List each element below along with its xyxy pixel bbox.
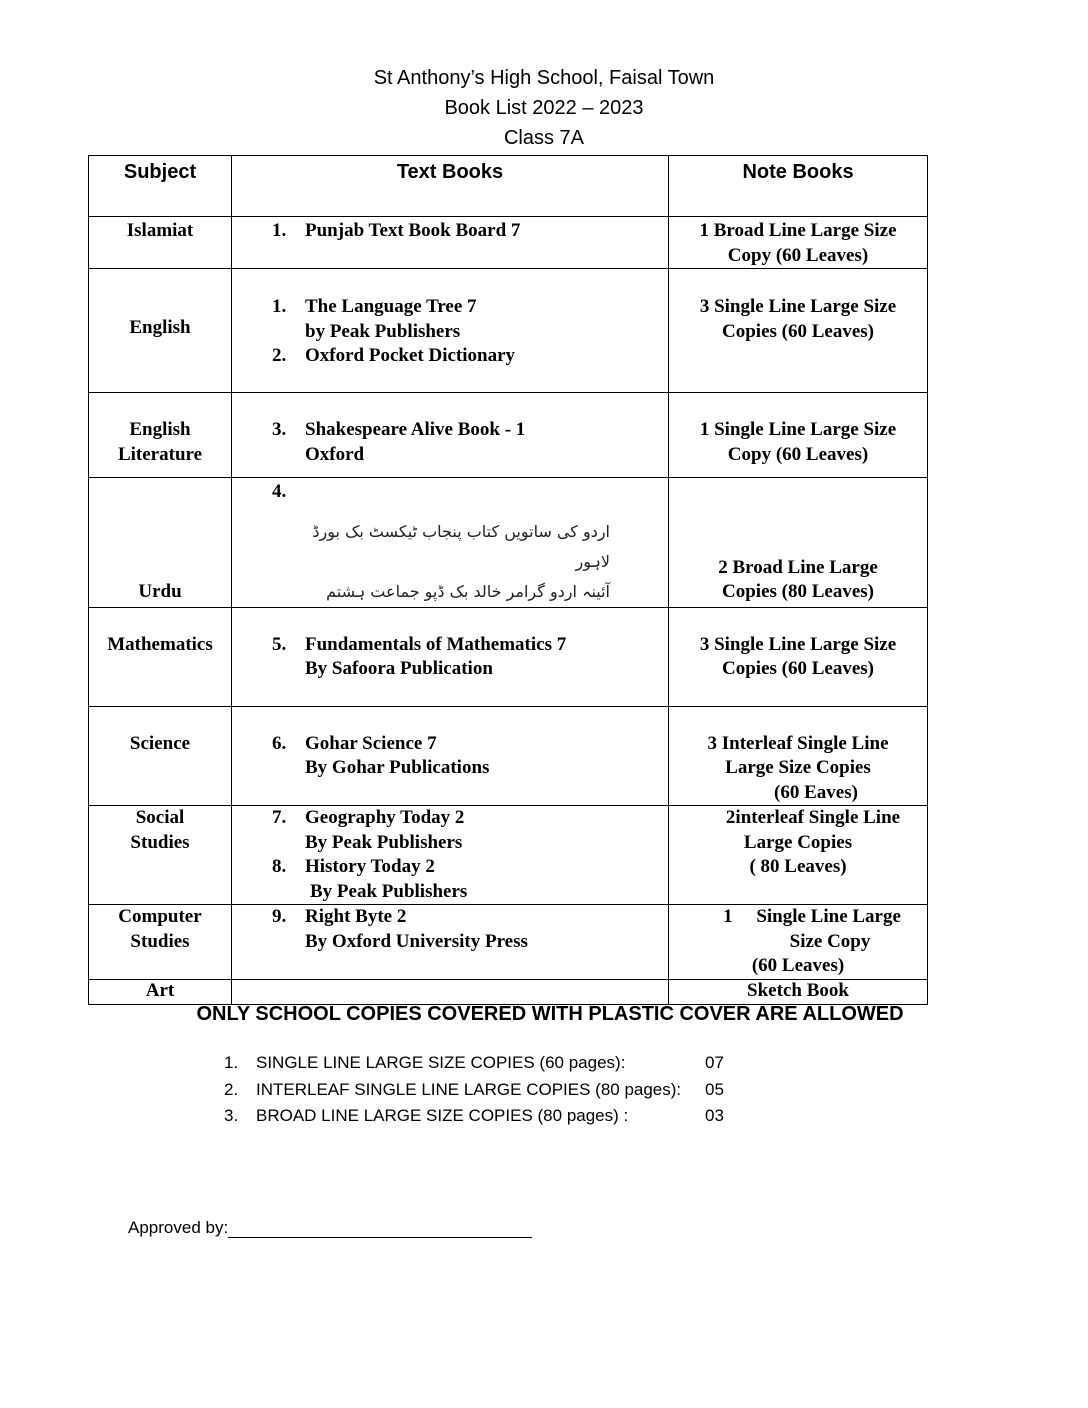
notes-line: 3 Single Line Large Size	[699, 296, 897, 317]
table-header-row	[89, 156, 928, 217]
notes-line: Copy (60 Leaves)	[727, 244, 869, 266]
list-item	[224, 1050, 724, 1077]
list-item	[224, 1077, 724, 1104]
subject-label: Mathematics	[107, 633, 213, 655]
approved-by-label: Approved by:	[128, 1218, 229, 1237]
book-number: 9.	[272, 906, 287, 927]
book-item	[272, 418, 668, 467]
subject-cell	[89, 217, 232, 269]
summary-number: 1.	[224, 1053, 239, 1073]
books-cell	[232, 706, 669, 806]
list-title: Book List 2022 – 2023	[444, 97, 644, 119]
notes-line: Copies (60 Leaves)	[722, 658, 874, 679]
notes-cell	[669, 806, 928, 905]
book-item	[272, 806, 668, 855]
books-cell	[232, 478, 669, 608]
books-cell	[232, 393, 669, 478]
book-item	[272, 480, 668, 505]
notes-cell	[669, 979, 928, 1004]
subject-label: Computer	[118, 906, 202, 927]
book-publisher: By Oxford University Press	[305, 930, 528, 952]
notes-line: 1 Broad Line Large Size	[699, 220, 897, 241]
subject-label: Science	[129, 732, 191, 754]
book-item	[272, 219, 668, 244]
table-row	[89, 979, 928, 1004]
subject-label: Studies	[130, 831, 190, 853]
books-cell	[232, 979, 669, 1004]
notes-line: 3 Single Line Large Size	[699, 633, 897, 655]
summary-count: 07	[705, 1053, 724, 1073]
notes-cell	[669, 905, 928, 980]
notes-cell	[669, 706, 928, 806]
subject-label: Literature	[117, 443, 203, 465]
notes-line: 3 Interleaf Single Line	[707, 732, 889, 754]
class-name: Class 7A	[503, 127, 585, 149]
column-header-note-books: Note Books	[669, 156, 928, 217]
subject-cell	[89, 478, 232, 608]
notes-line: Copies (80 Leaves)	[722, 581, 874, 602]
notes-line: 2 Broad Line Large	[718, 556, 878, 578]
urdu-books-image	[290, 517, 610, 607]
list-item	[224, 1103, 724, 1130]
subject-label: Islamiat	[126, 220, 194, 241]
book-title: Right Byte 2	[305, 906, 407, 927]
summary-text: SINGLE LINE LARGE SIZE COPIES (60 pages):	[256, 1053, 626, 1073]
subject-cell	[89, 905, 232, 980]
notes-line: Large Copies	[743, 831, 853, 853]
table-row	[89, 706, 928, 806]
approved-by	[128, 1218, 532, 1238]
notes-line: Sketch Book	[747, 979, 849, 1001]
notes-line: Size Copy	[789, 930, 871, 952]
subject-cell	[89, 393, 232, 478]
school-name: St Anthony’s High School, Faisal Town	[373, 67, 715, 89]
book-title: The Language Tree 7	[305, 296, 477, 317]
book-number: 1.	[272, 296, 287, 317]
notes-cell	[669, 217, 928, 269]
book-number: 4.	[272, 481, 287, 502]
subject-cell	[89, 706, 232, 806]
summary-text: BROAD LINE LARGE SIZE COPIES (80 pages) :	[256, 1106, 629, 1126]
summary-text: INTERLEAF SINGLE LINE LARGE COPIES (80 pages):	[256, 1079, 682, 1099]
notes-cell	[669, 393, 928, 478]
summary-number: 2.	[224, 1079, 239, 1099]
table-row	[89, 269, 928, 393]
summary-number: 3.	[224, 1106, 239, 1126]
book-title: History Today 2	[305, 856, 435, 877]
book-item	[272, 344, 668, 369]
notes-line: Copies (60 Leaves)	[722, 320, 874, 342]
book-title: Geography Today 2	[305, 807, 465, 828]
book-number: 1.	[272, 220, 287, 241]
book-publisher: by Peak Publishers	[305, 320, 461, 342]
book-number: 6.	[272, 732, 287, 754]
notes-cell	[669, 607, 928, 706]
summary-count: 03	[705, 1106, 724, 1126]
column-header-text-books: Text Books	[232, 156, 669, 217]
book-item	[272, 905, 668, 954]
book-publisher: By Peak Publishers	[310, 880, 468, 902]
subject-cell	[89, 806, 232, 905]
books-cell	[232, 269, 669, 393]
book-title: Punjab Text Book Board 7	[305, 220, 521, 241]
book-item	[272, 855, 668, 904]
notes-line: (60 Eaves)	[774, 781, 858, 803]
book-publisher: By Gohar Publications	[305, 757, 490, 778]
table-row	[89, 217, 928, 269]
book-number: 5.	[272, 633, 287, 655]
book-number: 8.	[272, 856, 287, 877]
notes-cell	[669, 478, 928, 608]
summary-count: 05	[705, 1079, 724, 1099]
table-row	[89, 478, 928, 608]
subject-label: English	[129, 317, 191, 339]
book-publisher: By Safoora Publication	[305, 658, 493, 679]
table-row	[89, 905, 928, 980]
table-row	[89, 607, 928, 706]
table-row	[89, 393, 928, 478]
book-number: 3.	[272, 419, 287, 440]
subject-label: Art	[145, 979, 175, 1001]
subject-cell	[89, 979, 232, 1004]
subject-cell	[89, 269, 232, 393]
notes-line: Copy (60 Leaves)	[727, 443, 869, 465]
books-cell	[232, 217, 669, 269]
books-cell	[232, 905, 669, 980]
notes-line: ( 80 Leaves)	[749, 856, 847, 877]
books-cell	[232, 607, 669, 706]
subject-label: Urdu	[138, 581, 182, 602]
book-publisher: By Peak Publishers	[305, 831, 463, 853]
urdu-book-line: آئینہ اردو گرامر خالد بک ڈپو جماعت ہشتم	[326, 581, 610, 601]
book-publisher: Oxford	[305, 443, 365, 465]
book-number: 2.	[272, 345, 287, 366]
urdu-book-line: اردو کی ساتویں کتاب پنجاب ٹیکسٹ بک بورڈ لاہور	[312, 521, 610, 571]
signature-line	[228, 1219, 532, 1238]
subject-label: Studies	[130, 930, 190, 952]
notes-line: (60 Leaves)	[751, 955, 845, 976]
book-item	[272, 732, 668, 781]
notes-line: 1 Single Line Large	[723, 906, 901, 927]
book-title: Shakespeare Alive Book - 1	[305, 419, 526, 440]
subject-cell	[89, 607, 232, 706]
book-list-table	[88, 155, 928, 1005]
books-cell	[232, 806, 669, 905]
notes-cell	[669, 269, 928, 393]
subject-label: English	[129, 419, 191, 440]
notes-line: 2interleaf Single Line	[725, 807, 901, 828]
book-number: 7.	[272, 807, 287, 828]
book-item	[272, 295, 668, 344]
table-row	[89, 806, 928, 905]
book-title: Gohar Science 7	[305, 732, 437, 754]
book-item	[272, 633, 668, 682]
book-title: Fundamentals of Mathematics 7	[305, 633, 567, 655]
column-header-subject: Subject	[89, 156, 232, 217]
plastic-cover-notice: ONLY SCHOOL COPIES COVERED WITH PLASTIC COVER ARE ALLOWED	[196, 1003, 904, 1025]
book-title: Oxford Pocket Dictionary	[305, 345, 516, 366]
notes-line: 1 Single Line Large Size	[699, 419, 897, 440]
subject-label: Social	[135, 807, 185, 828]
notes-line: Large Size Copies	[725, 757, 871, 778]
copies-summary-list	[224, 1050, 724, 1130]
